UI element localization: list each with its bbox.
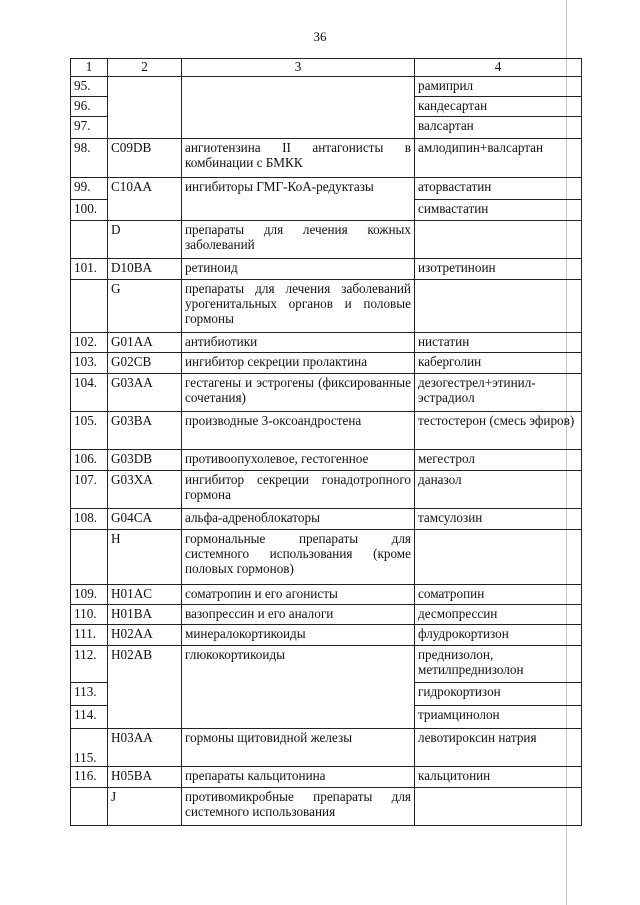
group-name: альфа-адреноблокаторы	[182, 509, 415, 530]
atc-code: C09DB	[108, 139, 182, 178]
drug-name: гидрокортизон	[415, 683, 582, 706]
group-name: препараты кальцитонина	[182, 767, 415, 788]
row-number: 101.	[71, 259, 108, 280]
atc-code: G03BA	[108, 412, 182, 450]
drug-name: даназол	[415, 471, 582, 509]
atc-code: H05BA	[108, 767, 182, 788]
drug-name: левотироксин натрия	[415, 729, 582, 767]
row-number: 110.	[71, 605, 108, 625]
group-name: вазопрессин и его аналоги	[182, 605, 415, 625]
drug-name: мегестрол	[415, 450, 582, 471]
group-name: ретиноид	[182, 259, 415, 280]
drug-name: валсартан	[415, 117, 582, 139]
group-name: противомикробные препараты для системного использования	[182, 788, 415, 826]
drug-table	[70, 58, 582, 826]
group-name: ингибиторы ГМГ-КоА-редуктазы	[182, 178, 415, 221]
atc-code: G03DB	[108, 450, 182, 471]
drug-name	[415, 530, 582, 585]
atc-code: G04CA	[108, 509, 182, 530]
row-number: 98.	[71, 139, 108, 178]
group-name: гормональные препараты для системного использования (кроме половых гормонов)	[182, 530, 415, 585]
atc-code: H03AA	[108, 729, 182, 767]
atc-code: G	[108, 280, 182, 333]
table-row	[71, 729, 582, 767]
table-row	[71, 221, 582, 259]
table-row	[71, 625, 582, 646]
atc-code	[108, 77, 182, 139]
row-number	[71, 788, 108, 826]
page-number: 36	[313, 29, 327, 44]
header-cell: 2	[108, 59, 182, 77]
table-row	[71, 259, 582, 280]
table-row	[71, 374, 582, 412]
drug-name: тестостерон (смесь эфиров)	[415, 412, 582, 450]
table-row	[71, 767, 582, 788]
drug-name: триамцинолон	[415, 706, 582, 729]
row-number: 104.	[71, 374, 108, 412]
group-name: препараты для лечения заболеваний урогенитальных органов и половые гормоны	[182, 280, 415, 333]
drug-name: флудрокортизон	[415, 625, 582, 646]
table-row	[71, 412, 582, 450]
drug-name: тамсулозин	[415, 509, 582, 530]
header-cell: 3	[182, 59, 415, 77]
row-number: 116.	[71, 767, 108, 788]
group-name: ангиотензина II антагонисты в комбинации с БМКК	[182, 139, 415, 178]
table-row	[71, 646, 582, 683]
header-cell: 4	[415, 59, 582, 77]
row-number: 97.	[71, 117, 108, 139]
atc-code: G02CB	[108, 353, 182, 374]
table-row	[71, 353, 582, 374]
group-name: гестагены и эстрогены (фиксированные сочетания)	[182, 374, 415, 412]
row-number: 109.	[71, 585, 108, 605]
drug-name: аторвастатин	[415, 178, 582, 200]
row-number: 111.	[71, 625, 108, 646]
row-number: 113.	[71, 683, 108, 706]
atc-code: C10AA	[108, 178, 182, 221]
atc-code: H02AA	[108, 625, 182, 646]
atc-code: G03AA	[108, 374, 182, 412]
drug-name: амлодипин+валсартан	[415, 139, 582, 178]
row-number: 95.	[71, 77, 108, 97]
atc-code: G01AA	[108, 333, 182, 353]
group-name: глюкокортикоиды	[182, 646, 415, 729]
row-number: 105.	[71, 412, 108, 450]
group-name: ингибитор секреции пролактина	[182, 353, 415, 374]
drug-name: изотретиноин	[415, 259, 582, 280]
row-number: 106.	[71, 450, 108, 471]
row-number: 108.	[71, 509, 108, 530]
group-name: препараты для лечения кожных заболеваний	[182, 221, 415, 259]
drug-name: рамиприл	[415, 77, 582, 97]
drug-name: кандесартан	[415, 97, 582, 117]
atc-code: H01BA	[108, 605, 182, 625]
table-row	[71, 450, 582, 471]
row-number	[71, 530, 108, 585]
drug-name: преднизолон, метилпреднизолон	[415, 646, 582, 683]
row-number: 96.	[71, 97, 108, 117]
atc-code: H02AB	[108, 646, 182, 729]
drug-name	[415, 280, 582, 333]
group-name: противоопухолевое, гестогенное	[182, 450, 415, 471]
table-row	[71, 471, 582, 509]
drug-name	[415, 221, 582, 259]
atc-code: H	[108, 530, 182, 585]
atc-code: J	[108, 788, 182, 826]
atc-code: G03XA	[108, 471, 182, 509]
drug-name: симвастатин	[415, 200, 582, 221]
row-number: 115.	[71, 729, 108, 767]
table-row	[71, 139, 582, 178]
table-row	[71, 77, 582, 97]
table-row	[71, 585, 582, 605]
drug-name: кальцитонин	[415, 767, 582, 788]
row-number: 112.	[71, 646, 108, 683]
atc-code: D	[108, 221, 182, 259]
table-row	[71, 333, 582, 353]
table-header-row	[71, 59, 582, 77]
group-name: гормоны щитовидной железы	[182, 729, 415, 767]
table-row	[71, 530, 582, 585]
group-name: антибиотики	[182, 333, 415, 353]
row-number	[71, 221, 108, 259]
header-cell: 1	[71, 59, 108, 77]
row-number: 103.	[71, 353, 108, 374]
table-row	[71, 509, 582, 530]
row-number: 100.	[71, 200, 108, 221]
group-name: производные 3-оксоандростена	[182, 412, 415, 450]
row-number	[71, 280, 108, 333]
table-row	[71, 280, 582, 333]
group-name	[182, 77, 415, 139]
row-number: 114.	[71, 706, 108, 729]
drug-name	[415, 788, 582, 826]
drug-name: десмопрессин	[415, 605, 582, 625]
table-row	[71, 178, 582, 200]
row-number: 99.	[71, 178, 108, 200]
drug-name: соматропин	[415, 585, 582, 605]
drug-name: каберголин	[415, 353, 582, 374]
group-name: соматропин и его агонисты	[182, 585, 415, 605]
atc-code: H01AC	[108, 585, 182, 605]
row-number: 107.	[71, 471, 108, 509]
table-row	[71, 605, 582, 625]
drug-name: дезогестрел+этинил-эстрадиол	[415, 374, 582, 412]
table-row	[71, 788, 582, 826]
atc-code: D10BA	[108, 259, 182, 280]
drug-name: нистатин	[415, 333, 582, 353]
group-name: минералокортикоиды	[182, 625, 415, 646]
row-number: 102.	[71, 333, 108, 353]
group-name: ингибитор секреции гонадотропного гормона	[182, 471, 415, 509]
